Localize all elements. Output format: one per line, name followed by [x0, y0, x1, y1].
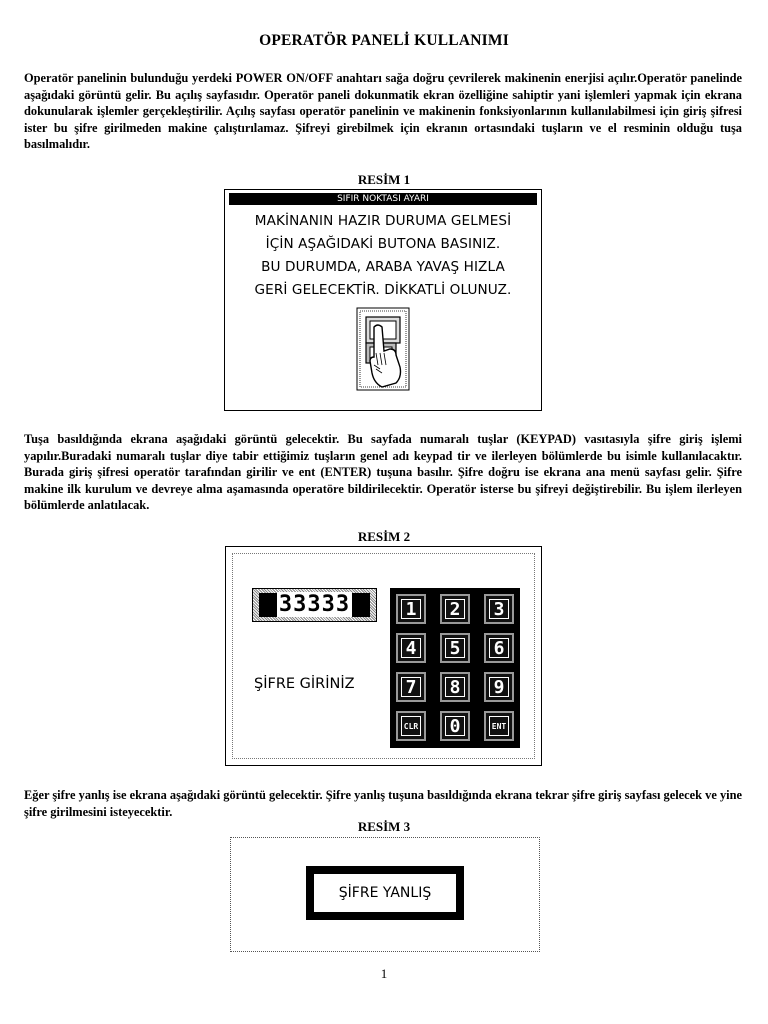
figure-screen-2: [225, 546, 542, 766]
wrong-password-label: ŞİFRE YANLIŞ: [313, 873, 457, 913]
key-6[interactable]: 6: [484, 633, 514, 663]
key-4[interactable]: 4: [396, 633, 426, 663]
screen-message: [225, 210, 541, 302]
page-number: 1: [380, 966, 388, 981]
key-9[interactable]: 9: [484, 672, 514, 702]
paragraph-intro: Operatör panelinin bulunduğu yerdeki POWER ON/OFF anahtarı sağa doğru çevrilerek makinenin enerjisi açılır.Operatör panelinde aşağıdaki görüntü gelir. Bu açılış sayfasıdır. Operatör paneli dokunmatik ekran özelliğine sahiptir yani işlemleri yapmak için ekrana dokunularak işlemler gerçekleştirilir. Açılış sayfası operatör panelinin ve makinenin fonksiyonlarının kullanılabilmesi için giriş şifresi ister bu şifre girilmeden makine çalıştırılamaz. Şifreyi girebilmek için ekranın ortasındaki tuşların ve el resminin olduğu tuşa basılmalıdır.: [24, 71, 742, 152]
key-1[interactable]: 1: [396, 594, 426, 624]
password-value: 33333: [259, 593, 370, 617]
page-title: OPERATÖR PANELİ KULLANIMI: [259, 32, 509, 49]
screen-header-bar: SIFIR NOKTASI AYARI: [229, 193, 537, 205]
figure-screen-3: [230, 837, 540, 952]
caption-resim-1: RESİM 1: [357, 172, 411, 187]
key-8[interactable]: 8: [440, 672, 470, 702]
figure-screen-1: [224, 189, 542, 411]
paragraph-keypad: Tuşa basıldığında ekrana aşağıdaki görüntü gelecektir. Bu sayfada numaralı tuşlar (KEYPAD) vasıtasıyla şifre giriş işlemi yapılır.Buradaki numaralı tuşlar diye tabir ettiğimiz tuşların genel adı keypad tir ve ilerleyen bölümlerde bu isimle kullanılacaktır. Burada giriş şifresi operatör tarafından girilir ve ent (ENTER) tuşuna basılır. Şifre doğru ise ekrana ana menü sayfası gelir. Şifre makine ilk kurulum ve devreye alma aşamasında operatöre bildirilecektir. Operatör isterse bu şifreyi değiştirebilir. Bu işlem ilerleyen bölümlerde anlatılacak.: [24, 432, 742, 513]
password-prompt: ŞİFRE GİRİNİZ: [254, 676, 355, 692]
wrong-password-button[interactable]: [306, 866, 464, 920]
password-display: [252, 588, 377, 622]
caption-resim-3: RESİM 3: [357, 819, 411, 834]
paragraph-wrong-password: Eğer şifre yanlış ise ekrana aşağıdaki görüntü gelecektir. Şifre yanlış tuşuna basıldığında ekrana tekrar şifre giriş sayfası gelecek ve yine şifre girilmesini isteyecektir.: [24, 788, 742, 819]
key-0[interactable]: 0: [440, 711, 470, 741]
message-line: GERİ GELECEKTİR. DİKKATLİ OLUNUZ.: [254, 282, 512, 298]
key-5[interactable]: 5: [440, 633, 470, 663]
keypad: [390, 588, 520, 748]
message-line: İÇİN AŞAĞIDAKİ BUTONA BASINIZ.: [265, 236, 501, 252]
key-7[interactable]: 7: [396, 672, 426, 702]
message-line: MAKİNANIN HAZIR DURUMA GELMESİ: [254, 213, 512, 229]
key-clear[interactable]: CLR: [396, 711, 426, 741]
key-enter[interactable]: ENT: [484, 711, 514, 741]
key-3[interactable]: 3: [484, 594, 514, 624]
caption-resim-2: RESİM 2: [357, 529, 411, 544]
key-2[interactable]: 2: [440, 594, 470, 624]
hand-press-button[interactable]: [356, 307, 410, 391]
message-line: BU DURUMDA, ARABA YAVAŞ HIZLA: [261, 259, 505, 275]
hand-press-icon: [356, 307, 410, 391]
